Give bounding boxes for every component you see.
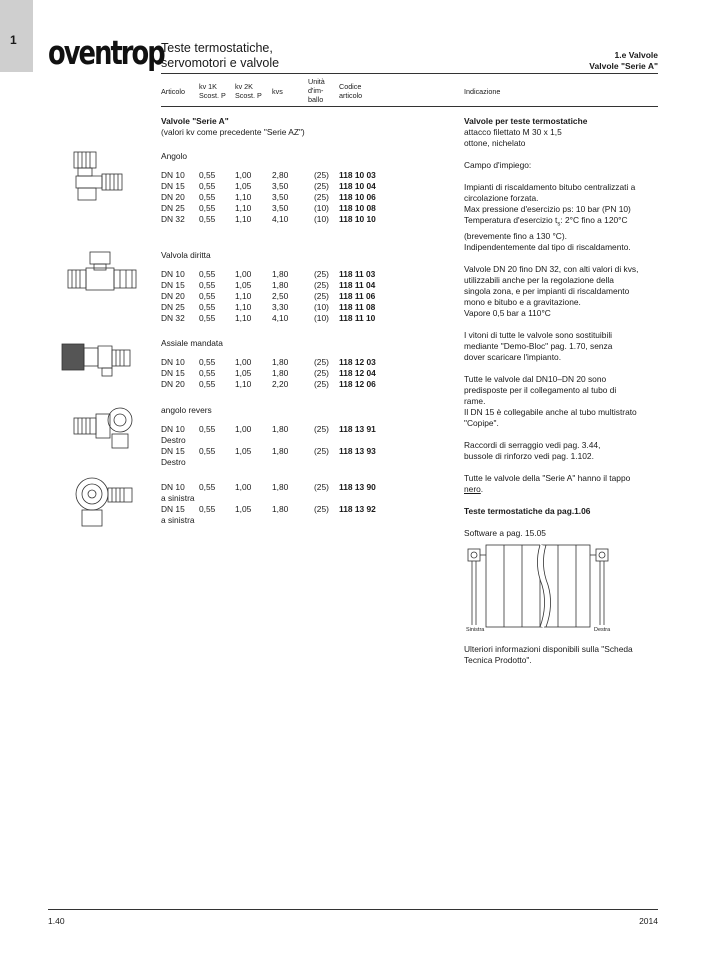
col-codice	[339, 82, 362, 100]
kv2k-cell: 1,00	[235, 482, 252, 492]
paragraph-4	[464, 374, 664, 429]
p1-line: (brevemente fino a 130 °C).	[464, 230, 567, 241]
table-header-rule	[161, 106, 658, 107]
pack-cell: (25)	[314, 379, 329, 389]
kv2k-cell: 1,00	[235, 357, 252, 367]
code-cell: 118 11 08	[339, 302, 376, 312]
pack-cell: (25)	[314, 482, 329, 492]
footer-year: 2014	[639, 916, 658, 926]
variant-note: Destro	[161, 457, 186, 467]
size-cell: DN 20	[161, 291, 185, 301]
code-cell: 118 10 03	[339, 170, 376, 180]
angle-valve-illustration	[64, 146, 140, 204]
kv1k-cell: 0,55	[199, 203, 216, 213]
group-label: Angolo	[161, 151, 188, 161]
kv2k-cell: 1,05	[235, 446, 252, 456]
p1-line: Impianti di riscaldamento bitubo centralizzati a	[464, 182, 636, 192]
teste-reference: Teste termostatiche da pag.1.06	[464, 505, 591, 516]
title-line-1: Teste termostatiche,	[161, 41, 273, 55]
code-cell: 118 13 92	[339, 504, 376, 514]
size-cell: DN 10	[161, 424, 185, 434]
section-label	[589, 50, 658, 72]
kv1k-cell: 0,55	[199, 170, 216, 180]
p3-line: I vitoni di tutte le valvole sono sostituibili	[464, 329, 613, 340]
col-kv1k-l1: kv 1K	[199, 82, 217, 91]
kvs-cell: 1,80	[272, 504, 289, 514]
kvs-cell: 1,80	[272, 357, 289, 367]
kv2k-cell: 1,10	[235, 214, 252, 224]
kv2k-cell: 1,05	[235, 181, 252, 191]
kv2k-cell: 1,10	[235, 379, 252, 389]
footer-rule	[48, 909, 658, 910]
kvs-cell: 1,80	[272, 269, 289, 279]
group-label: angolo revers	[161, 405, 212, 415]
pack-cell: (25)	[314, 291, 329, 301]
p6-line: Tutte le valvole della "Serie A" hanno il tappo	[464, 472, 631, 483]
paragraph-6	[464, 473, 664, 495]
kv1k-cell: 0,55	[199, 446, 216, 456]
kv1k-cell: 0,55	[199, 214, 216, 224]
pack-cell: (25)	[314, 504, 329, 514]
chapter-number: 1	[10, 33, 17, 47]
col-kv1k	[199, 82, 226, 100]
kvs-cell: 4,10	[272, 313, 289, 323]
p3-line: mediante "Demo-Bloc" pag. 1.70, senza	[464, 340, 613, 351]
paragraph-7	[464, 644, 664, 666]
kv1k-cell: 0,55	[199, 482, 216, 492]
paragraph-2	[464, 264, 664, 319]
kvs-cell: 2,20	[272, 379, 289, 389]
kv1k-cell: 0,55	[199, 269, 216, 279]
size-cell: DN 15	[161, 368, 185, 378]
paragraph-1	[464, 182, 664, 253]
section-line-2: Valvole "Serie A"	[589, 61, 658, 71]
pack-cell: (10)	[314, 214, 329, 224]
variant-note: Destro	[161, 435, 186, 445]
kv2k-cell: 1,00	[235, 170, 252, 180]
code-cell: 118 11 04	[339, 280, 376, 290]
col-codice-l1: Codice	[339, 82, 362, 91]
p6-period: .	[480, 483, 484, 494]
p6-line-2	[464, 484, 664, 495]
kv1k-cell: 0,55	[199, 379, 216, 389]
right-heading: Valvole per teste termostatiche	[464, 116, 588, 126]
size-cell: DN 15	[161, 280, 185, 290]
code-cell: 118 13 93	[339, 446, 376, 456]
p4-line: Tutte le valvole dal DN10–DN 20 sono	[464, 373, 607, 384]
kv1k-cell: 0,55	[199, 181, 216, 191]
brand-logo: oventrop	[48, 33, 164, 72]
axial-valve-illustration	[60, 336, 140, 378]
pack-cell: (25)	[314, 192, 329, 202]
code-cell: 118 11 10	[339, 313, 376, 323]
label-left: Sinistra	[466, 626, 485, 633]
p1-line: circolazione forzata.	[464, 193, 539, 203]
header-rule	[161, 73, 658, 74]
size-cell: DN 10	[161, 269, 185, 279]
nero-text: nero	[464, 483, 481, 494]
intro-line-2: ottone, nichelato	[464, 138, 526, 148]
p2-line: singola zona, e per impianti di riscaldamento	[464, 285, 630, 296]
kvs-cell: 1,80	[272, 446, 289, 456]
kvs-cell: 3,50	[272, 203, 289, 213]
kv2k-cell: 1,10	[235, 192, 252, 202]
group-label: Valvola diritta	[161, 250, 211, 260]
size-cell: DN 10	[161, 357, 185, 367]
kvs-cell: 2,80	[272, 170, 289, 180]
intro-line-1: attacco filettato M 30 x 1,5	[464, 127, 562, 137]
temp-text: Temperatura d'esercizio t	[464, 215, 558, 225]
pack-cell: (10)	[314, 203, 329, 213]
straight-valve-illustration	[64, 250, 146, 296]
col-codice-l2: articolo	[339, 91, 363, 100]
kv1k-cell: 0,55	[199, 280, 216, 290]
variant-note: a sinistra	[161, 515, 195, 525]
kv1k-cell: 0,55	[199, 504, 216, 514]
p4-line: rame.	[464, 395, 486, 406]
title-line-2: servomotori e valvole	[161, 56, 280, 70]
kv2k-cell: 1,10	[235, 291, 252, 301]
kvs-cell: 1,80	[272, 424, 289, 434]
group-label: Assiale mandata	[161, 338, 223, 348]
diagram-labels	[464, 627, 664, 637]
kv2k-cell: 1,05	[235, 280, 252, 290]
kv2k-cell: 1,10	[235, 302, 252, 312]
kv1k-cell: 0,55	[199, 357, 216, 367]
col-indicazione: Indicazione	[464, 87, 501, 96]
size-cell: DN 25	[161, 203, 185, 213]
code-cell: 118 10 04	[339, 181, 376, 191]
col-kv2k-l2: Scost. P	[235, 91, 262, 100]
size-cell: DN 20	[161, 379, 185, 389]
size-cell: DN 32	[161, 313, 185, 323]
p2-line: utilizzabili anche per la regolazione della	[464, 274, 614, 285]
pack-cell: (25)	[314, 357, 329, 367]
left-angle-valve-illustration	[72, 474, 140, 528]
temp-subscript: s	[557, 221, 561, 228]
paragraph-5	[464, 440, 664, 462]
size-cell: DN 15	[161, 504, 185, 514]
kvs-cell: 3,50	[272, 192, 289, 202]
kv2k-cell: 1,10	[235, 203, 252, 213]
kv1k-cell: 0,55	[199, 368, 216, 378]
campo-label: Campo d'impiego:	[464, 160, 532, 170]
section-line-1: 1.e Valvole	[614, 50, 658, 60]
col-unita-l2: d'im-	[308, 86, 324, 95]
kv2k-cell: 1,00	[235, 424, 252, 434]
kv1k-cell: 0,55	[199, 291, 216, 301]
pack-cell: (25)	[314, 446, 329, 456]
p1-line: Max pressione d'esercizio ps: 10 bar (PN 10)	[464, 204, 631, 214]
size-cell: DN 10	[161, 482, 185, 492]
col-unita	[308, 77, 325, 104]
left-subheading: (valori kv come precedente "Serie AZ")	[161, 127, 305, 137]
kv2k-cell: 1,10	[235, 313, 252, 323]
col-unita-l1: Unità	[308, 77, 325, 86]
p2-line: Vapore 0,5 bar a 110°C	[464, 307, 551, 318]
pack-cell: (25)	[314, 280, 329, 290]
size-cell: DN 25	[161, 302, 185, 312]
pack-cell: (25)	[314, 424, 329, 434]
kv2k-cell: 1,05	[235, 504, 252, 514]
p2-line: Valvole DN 20 fino DN 32, con alti valori di kvs,	[464, 263, 639, 274]
col-kv1k-l2: Scost. P	[199, 91, 226, 100]
kv1k-cell: 0,55	[199, 192, 216, 202]
code-cell: 118 13 91	[339, 424, 376, 434]
p5-line: Raccordi di serraggio vedi pag. 3.44,	[464, 439, 601, 450]
temperature-line	[464, 215, 664, 231]
kv1k-cell: 0,55	[199, 424, 216, 434]
code-cell: 118 12 06	[339, 379, 376, 389]
pack-cell: (10)	[314, 313, 329, 323]
label-right: Destra	[594, 626, 611, 633]
pack-cell: (10)	[314, 302, 329, 312]
col-articolo: Articolo	[161, 87, 185, 96]
code-cell: 118 13 90	[339, 482, 376, 492]
size-cell: DN 15	[161, 446, 185, 456]
pack-cell: (25)	[314, 368, 329, 378]
p7-line: Ulteriori informazioni disponibili sulla "Scheda	[464, 643, 633, 654]
col-kv2k-l1: kv 2K	[235, 82, 253, 91]
kvs-cell: 3,30	[272, 302, 289, 312]
size-cell: DN 15	[161, 181, 185, 191]
code-cell: 118 10 10	[339, 214, 376, 224]
software-reference: Software a pag. 15.05	[464, 527, 546, 538]
code-cell: 118 11 03	[339, 269, 376, 279]
kv1k-cell: 0,55	[199, 302, 216, 312]
p4-line: "Copipe".	[464, 417, 499, 428]
code-cell: 118 12 03	[339, 357, 376, 367]
page-title	[161, 41, 279, 71]
p5-line: bussole di rinforzo vedi pag. 1.102.	[464, 450, 594, 461]
temp-range: : 2°C fino a 120°C	[560, 215, 628, 225]
pack-cell: (25)	[314, 181, 329, 191]
kv2k-cell: 1,05	[235, 368, 252, 378]
reverse-angle-valve-illustration	[70, 402, 140, 450]
pack-cell: (25)	[314, 269, 329, 279]
description-column	[464, 116, 664, 666]
page-number: 1.40	[48, 916, 65, 926]
kvs-cell: 1,80	[272, 482, 289, 492]
kv2k-cell: 1,00	[235, 269, 252, 279]
code-cell: 118 11 06	[339, 291, 376, 301]
size-cell: DN 20	[161, 192, 185, 202]
left-heading: Valvole "Serie A"	[161, 116, 229, 126]
variant-note: a sinistra	[161, 493, 195, 503]
col-unita-l3: ballo	[308, 95, 324, 104]
col-kv2k	[235, 82, 262, 100]
p2-line: mono e bitubo e a gravitazione.	[464, 296, 581, 307]
kvs-cell: 1,80	[272, 280, 289, 290]
size-cell: DN 10	[161, 170, 185, 180]
p7-line: Tecnica Prodotto".	[464, 654, 532, 665]
kvs-cell: 4,10	[272, 214, 289, 224]
p3-line: dover scaricare l'impianto.	[464, 351, 562, 362]
p4-line: predisposte per il collegamento al tubo di	[464, 384, 617, 395]
code-cell: 118 12 04	[339, 368, 376, 378]
code-cell: 118 10 08	[339, 203, 376, 213]
code-cell: 118 10 06	[339, 192, 376, 202]
kvs-cell: 3,50	[272, 181, 289, 191]
chapter-tab	[0, 0, 33, 72]
size-cell: DN 32	[161, 214, 185, 224]
p1-line: Indipendentemente dal tipo di riscaldamento.	[464, 241, 631, 252]
kvs-cell: 2,50	[272, 291, 289, 301]
kvs-cell: 1,80	[272, 368, 289, 378]
pack-cell: (25)	[314, 170, 329, 180]
p4-line: Il DN 15 è collegabile anche al tubo multistrato	[464, 406, 637, 417]
col-kvs: kvs	[272, 87, 283, 96]
paragraph-3	[464, 330, 664, 363]
radiator-diagram	[464, 543, 614, 633]
kv1k-cell: 0,55	[199, 313, 216, 323]
